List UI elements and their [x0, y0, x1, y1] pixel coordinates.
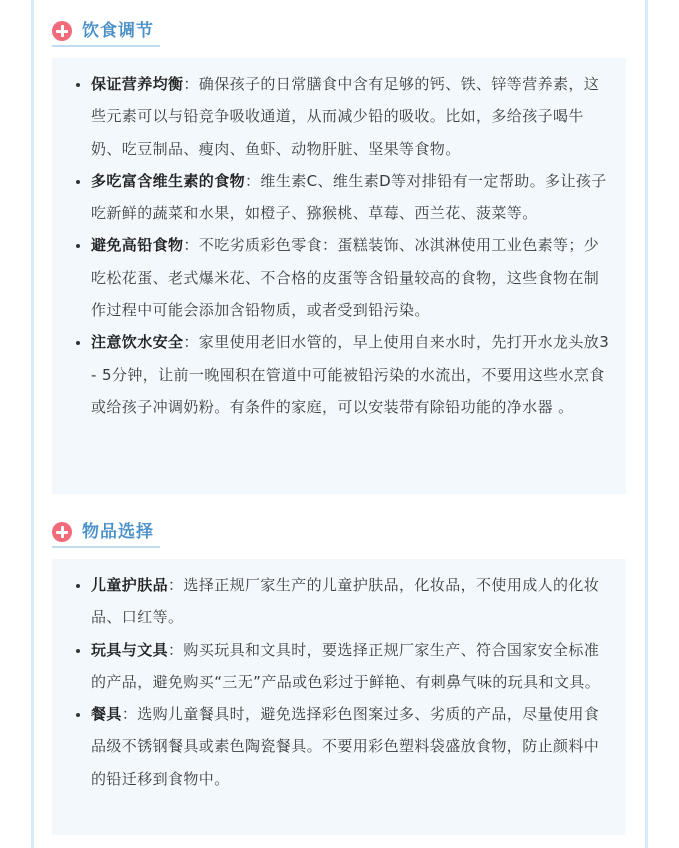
- list-item: [91, 229, 612, 326]
- item-term: 保证营养均衡: [91, 75, 184, 93]
- item-term: 多吃富含维生素的食物: [91, 171, 246, 190]
- item-text: ：购买玩具和文具时，要选择正规厂家生产、符合国家安全标准的产品，避免购买“三无”产品或色彩过于鲜艳、有刺鼻气味的玩具和文具。: [91, 640, 601, 691]
- item-text: ：选购儿童餐具时，避免选择彩色图案过多、劣质的产品，尽量使用食品级不锈钢餐具或素色陶瓷餐具。不要用彩色塑料袋盛放食物，防止颜料中的铅迁移到食物中。: [91, 705, 600, 788]
- section-diet: [52, 17, 626, 416]
- item-term: 注意饮水安全: [91, 333, 184, 352]
- section-header: [52, 17, 626, 47]
- item-text: ：不吃劣质彩色零食：蛋糕装饰、冰淇淋使用工业色素等；少吃松花蛋、老式爆米花、不合格的皮蛋等含铅量较高的食物，这些食物在制作过程中可能会添加含铅物质，或者受到铅污染。: [91, 236, 600, 320]
- section-header: [52, 518, 626, 548]
- header-underline: [52, 546, 160, 548]
- bullet-list: [78, 68, 612, 423]
- item-text: ：维生素C、维生素D等对排铅有一定帮助。多让孩子吃新鲜的蔬菜和水果，如橙子、猕猴桃、草莓、西兰花、菠菜等。: [91, 171, 607, 223]
- section-content-box: [52, 559, 626, 835]
- item-term: 儿童护肤品: [91, 576, 169, 594]
- plus-circle-icon: [52, 21, 72, 41]
- item-text: ：家里使用老旧水管的，早上使用自来水时，先打开水龙头放3 - 5分钟，让前一晚囤积在管道中可能被铅污染的水流出，不要用这些水烹食或给孩子冲调奶粉。有条件的家庭，可以安装带有除铅功能的净水器 。: [91, 333, 610, 416]
- bullet-list: [78, 569, 612, 795]
- list-item: [91, 68, 612, 165]
- list-item: [91, 634, 612, 699]
- section-title: 饮食调节: [82, 21, 154, 41]
- section-title: 物品选择: [82, 522, 154, 542]
- item-term: 玩具与文具: [91, 640, 169, 659]
- section-content-box: [52, 58, 626, 494]
- item-term: 餐具: [91, 705, 122, 724]
- plus-circle-icon: [52, 522, 72, 542]
- list-item: [91, 569, 612, 634]
- list-item: [91, 165, 612, 230]
- header-underline: [52, 45, 160, 47]
- item-term: 避免高铅食物: [91, 236, 184, 255]
- item-text: ：确保孩子的日常膳食中含有足够的钙、铁、锌等营养素，这些元素可以与铅竞争吸收通道，从而减少铅的吸收。比如，多给孩子喝牛奶、吃豆制品、瘦肉、鱼虾、动物肝脏、坚果等食物。: [91, 75, 600, 158]
- list-item: [91, 698, 612, 795]
- item-text: ：选择正规厂家生产的儿童护肤品，化妆品，不使用成人的化妆品、口红等。: [91, 576, 600, 627]
- list-item: [91, 326, 612, 423]
- section-items: [52, 518, 626, 788]
